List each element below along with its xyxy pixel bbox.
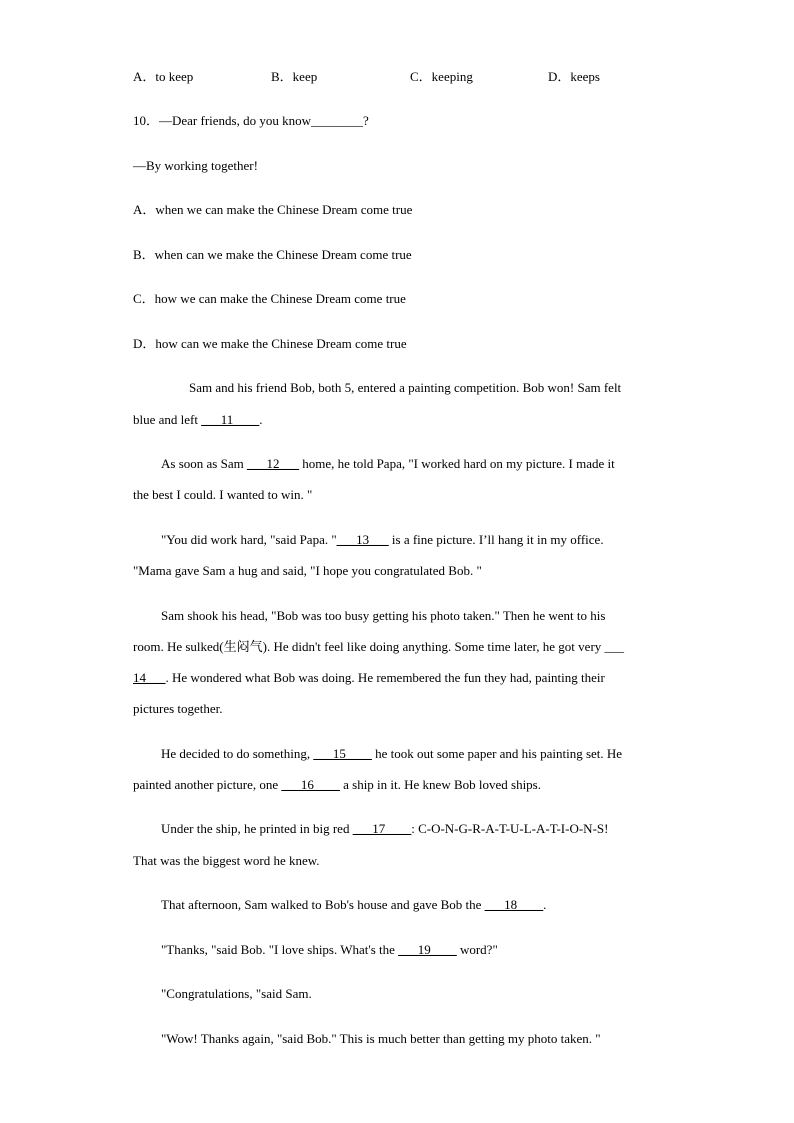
q9-option-b: B．keep <box>271 69 318 84</box>
blank-12: ___12___ <box>246 456 299 471</box>
passage-p2-line1 <box>161 456 615 472</box>
q10-stem-text: 10．—Dear friends, do you know <box>133 113 311 128</box>
text: painted another picture, one <box>133 777 282 792</box>
passage-p7 <box>161 897 546 913</box>
passage-p5-line2 <box>133 777 541 793</box>
blank-15: ___15____ <box>313 746 372 761</box>
q10-option-c: C．how we can make the Chinese Dream come true <box>133 291 406 306</box>
passage-p10: "Wow! Thanks again, "said Bob." This is much better than getting my photo taken. " <box>161 1031 601 1046</box>
text: "Thanks, "said Bob. "I love ships. What's the <box>161 942 399 957</box>
q9-option-d: D．keeps <box>548 69 600 84</box>
text: As soon as Sam <box>161 456 247 471</box>
blank-13: ___13___ <box>336 532 389 547</box>
q10-stem-end: ? <box>363 113 369 128</box>
text: He decided to do something, <box>161 746 314 761</box>
text: . He wondered what Bob was doing. He remembered the fun they had, painting their <box>165 670 605 685</box>
passage-p6-line1 <box>161 821 608 837</box>
passage-p6-line2: That was the biggest word he knew. <box>133 853 320 868</box>
q10-stem <box>133 113 369 129</box>
passage-p3-line2: "Mama gave Sam a hug and said, "I hope you congratulated Bob. " <box>133 563 482 578</box>
passage-p3-line1 <box>161 532 604 548</box>
passage-p1-line1: Sam and his friend Bob, both 5, entered a painting competition. Bob won! Sam felt <box>189 380 622 395</box>
text: home, he told Papa, "I worked hard on my picture. I made it <box>298 456 615 471</box>
passage-p1-line2 <box>133 412 263 428</box>
text: Under the ship, he printed in big red <box>161 821 353 836</box>
q10-option-a: A．when we can make the Chinese Dream come true <box>133 202 413 217</box>
text: blue and left <box>133 412 202 427</box>
passage-p8 <box>161 942 498 958</box>
text: "You did work hard, "said Papa. " <box>161 532 337 547</box>
q10-reply: —By working together! <box>133 158 258 173</box>
text: he took out some paper and his painting set. He <box>371 746 623 761</box>
q10-option-b: B．when can we make the Chinese Dream come true <box>133 247 412 262</box>
text: That afternoon, Sam walked to Bob's house and gave Bob the <box>161 897 485 912</box>
blank-17: ___17____ <box>352 821 412 836</box>
text: is a fine picture. I’ll hang it in my office. <box>388 532 604 547</box>
blank-14: 14___ <box>133 670 166 685</box>
text: a ship in it. He knew Bob loved ships. <box>339 777 541 792</box>
passage-p4-line4: pictures together. <box>133 701 223 716</box>
q10-blank: ________ <box>311 113 363 128</box>
text: : C-O-N-G-R-A-T-U-L-A-T-I-O-N-S! <box>411 821 609 836</box>
text: . <box>259 412 263 427</box>
passage-p2-line2: the best I could. I wanted to win. " <box>133 487 313 502</box>
blank-19: ___19____ <box>398 942 457 957</box>
blank-16: ___16____ <box>281 777 340 792</box>
passage-p9: "Congratulations, "said Sam. <box>161 986 312 1001</box>
passage-p4-line3 <box>133 670 605 686</box>
passage-p5-line1 <box>161 746 622 762</box>
passage-p4-line1: Sam shook his head, "Bob was too busy getting his photo taken." Then he went to his <box>161 608 606 623</box>
q9-option-a: A．to keep <box>133 69 194 84</box>
blank-18: ___18____ <box>484 897 544 912</box>
passage-p4-line2: room. He sulked(生闷气). He didn't feel like doing anything. Some time later, he got very ___ <box>133 639 625 654</box>
q10-option-d: D．how can we make the Chinese Dream come true <box>133 336 407 351</box>
q9-option-c: C．keeping <box>410 69 473 84</box>
blank-11: ___11____ <box>201 412 260 427</box>
text: word?" <box>456 942 498 957</box>
text: . <box>543 897 547 912</box>
